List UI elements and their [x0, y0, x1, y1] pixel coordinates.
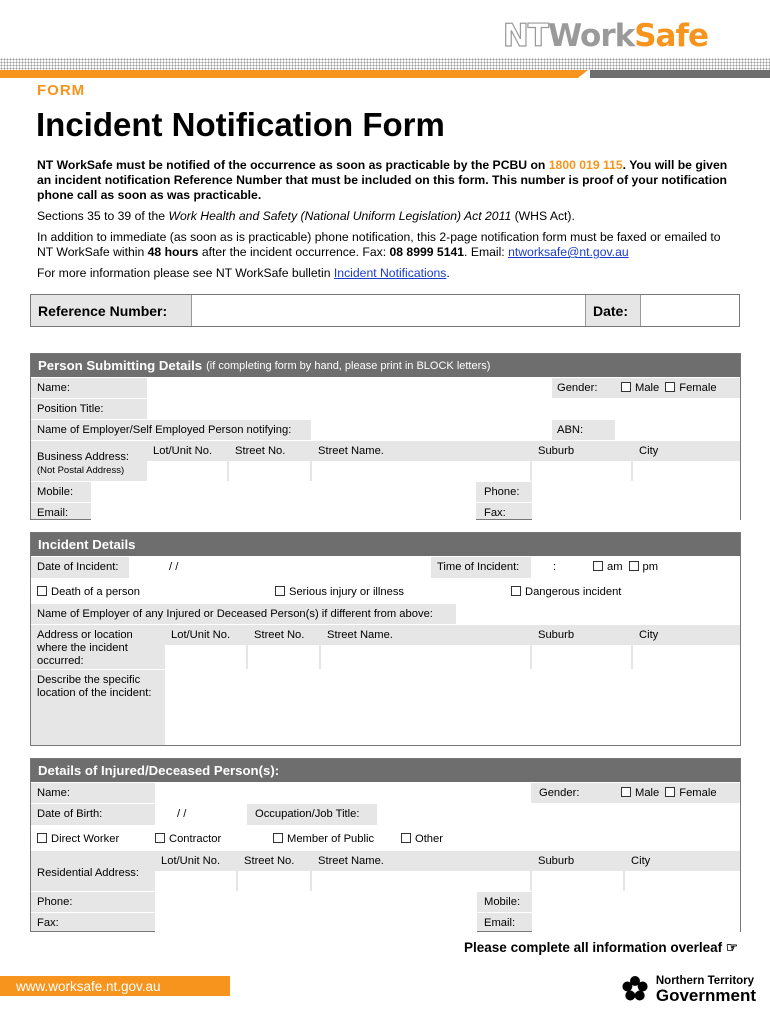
gov-line-2: Government	[655, 985, 756, 1005]
incident-lot-label: Lot/Unit No.	[171, 629, 231, 641]
intro-paragraph-2: Sections 35 to 39 of the Work Health and Safety (National Uniform Legislation) Act 2011 (WHS Act).	[37, 209, 575, 223]
person-name-row	[31, 377, 740, 398]
logo-nt: NT	[502, 18, 548, 54]
complete-overleaf-note: Please complete all information overleaf ☞	[464, 940, 738, 955]
death-checkbox[interactable]	[37, 586, 47, 596]
email-field[interactable]	[91, 503, 476, 522]
street-name-field[interactable]	[312, 461, 530, 481]
serious-injury-checkbox[interactable]	[275, 586, 285, 596]
residential-city-label: City	[631, 855, 651, 867]
name-field[interactable]	[147, 378, 552, 398]
phone-field[interactable]	[532, 482, 740, 502]
injured-mobile-label: Mobile:	[484, 896, 521, 908]
residential-lot-label: Lot/Unit No.	[161, 855, 221, 867]
dob-occupation-row	[31, 803, 740, 825]
other-option: Other	[395, 829, 449, 850]
incident-address-row	[31, 624, 740, 669]
city-field[interactable]	[633, 461, 740, 481]
gender-options: Male Female	[615, 378, 723, 399]
mobile-phone-row	[31, 481, 740, 502]
employer-injured-label: Name of Employer of any Injured or Deceased Person(s) if different from above:	[37, 608, 433, 620]
member-of-public-option: Member of Public	[267, 829, 380, 850]
other-checkbox[interactable]	[401, 833, 411, 843]
abn-field[interactable]	[615, 420, 740, 440]
location-description-label: Describe the specific location of the incident:	[37, 674, 152, 699]
injured-fax-email-row	[31, 912, 740, 932]
phone-label: Phone:	[484, 486, 520, 498]
incident-suburb-field[interactable]	[532, 645, 631, 669]
injured-phone-field[interactable]	[155, 892, 477, 912]
pm-checkbox[interactable]	[629, 561, 639, 571]
dangerous-incident-checkbox[interactable]	[511, 586, 521, 596]
incident-city-field[interactable]	[633, 645, 740, 669]
logo-work: Work	[547, 18, 635, 54]
name-label: Name:	[37, 382, 70, 394]
incident-date-label: Date of Incident:	[37, 561, 119, 573]
street-no-field[interactable]	[229, 461, 310, 481]
injured-email-label: Email:	[484, 917, 516, 929]
header-dotted-stripe	[0, 58, 770, 70]
injured-gender-options: Male Female	[615, 783, 723, 804]
email-link[interactable]: ntworksafe@nt.gov.au	[508, 245, 629, 259]
female-checkbox[interactable]	[665, 382, 675, 392]
injured-name-label: Name:	[37, 787, 70, 799]
incident-time-separator: :	[553, 561, 557, 573]
incident-section-heading: Incident Details	[31, 533, 740, 556]
injured-phone-label: Phone:	[37, 896, 73, 908]
incident-street-no-label: Street No.	[254, 629, 305, 641]
street-no-label: Street No.	[235, 445, 286, 457]
reference-number-field[interactable]	[191, 295, 585, 326]
lot-unit-label: Lot/Unit No.	[153, 445, 213, 457]
injured-name-field[interactable]	[155, 783, 531, 803]
injured-fax-label: Fax:	[37, 917, 59, 929]
residential-street-name-label: Street Name.	[318, 855, 384, 867]
incident-lot-field[interactable]	[165, 645, 246, 669]
form-label: FORM	[37, 82, 86, 99]
fax-field[interactable]	[532, 503, 740, 522]
city-label: City	[639, 445, 659, 457]
dob-separators: / /	[177, 808, 187, 820]
dangerous-incident-option: Dangerous incident	[505, 582, 627, 603]
dob-field[interactable]	[155, 804, 247, 825]
direct-worker-checkbox[interactable]	[37, 833, 47, 843]
lot-unit-field[interactable]	[147, 461, 227, 481]
person-submitting-section	[30, 353, 741, 520]
header-orange-stripe	[0, 70, 578, 78]
suburb-field[interactable]	[532, 461, 631, 481]
nt-flower-emblem-icon	[620, 974, 650, 1004]
email-fax-row	[31, 502, 740, 522]
residential-suburb-label: Suburb	[538, 855, 575, 867]
male-checkbox[interactable]	[621, 382, 631, 392]
incident-time-label: Time of Incident:	[437, 561, 520, 573]
contractor-option: Contractor	[149, 829, 227, 850]
contractor-checkbox[interactable]	[155, 833, 165, 843]
logo-safe: Safe	[634, 18, 708, 54]
serious-injury-option: Serious injury or illness	[269, 582, 410, 603]
street-name-label: Street Name.	[318, 445, 384, 457]
mobile-label: Mobile:	[37, 486, 74, 498]
incident-details-section	[30, 532, 741, 746]
injured-mobile-field[interactable]	[532, 892, 740, 912]
residential-address-label: Residential Address:	[37, 867, 139, 879]
intro-paragraph-3: In addition to immediate (as soon as is practicable) phone notification, this 2-page notification form must be faxed or emailed to NT WorkSafe within 48 hours after the incident occurrence. Fax: 08 8999 5141. Email: ntworksafe@nt.gov.au	[37, 230, 721, 259]
residential-street-name-field[interactable]	[312, 871, 530, 891]
pcbu-phone-number: 1800 019 115	[548, 158, 623, 172]
location-description-field[interactable]	[165, 670, 740, 745]
hand-pointer-icon: ☞	[725, 940, 738, 955]
reference-box	[30, 294, 740, 327]
residential-city-field[interactable]	[625, 871, 740, 891]
incident-location-description-row	[31, 669, 740, 745]
injured-male-checkbox[interactable]	[621, 787, 631, 797]
am-pm-options: am pm	[587, 557, 664, 578]
employer-injured-row	[31, 603, 740, 624]
incident-street-name-field[interactable]	[321, 645, 530, 669]
incident-street-no-field[interactable]	[248, 645, 319, 669]
reference-number-label: Reference Number:	[31, 295, 191, 326]
employer-injured-field[interactable]	[456, 604, 740, 624]
intro-paragraph-1: NT WorkSafe must be notified of the occurrence as soon as practicable by the PCBU on 1800 019 115. You will be given an incident notification Reference Number that must be included on this form. This number is proof of your notification phone call as soon as was practicable.	[37, 158, 728, 202]
injured-email-field[interactable]	[532, 913, 740, 932]
residential-street-no-label: Street No.	[244, 855, 295, 867]
suburb-label: Suburb	[538, 445, 575, 457]
injured-name-row	[31, 782, 740, 803]
business-address-label: Business Address: (Not Postal Address)	[37, 451, 130, 476]
residential-address-row	[31, 850, 740, 891]
incident-date-separators: / /	[169, 561, 179, 573]
am-checkbox[interactable]	[593, 561, 603, 571]
injured-gender-label: Gender:	[539, 787, 580, 799]
residential-lot-field[interactable]	[155, 871, 236, 891]
employer-label: Name of Employer/Self Employed Person notifying:	[37, 424, 292, 436]
dob-label: Date of Birth:	[37, 808, 103, 820]
date-field[interactable]	[640, 295, 739, 326]
injured-fax-field[interactable]	[155, 913, 477, 932]
incident-address-label: Address or location where the incident occurred:	[37, 629, 133, 667]
occupation-label: Occupation/Job Title:	[255, 808, 360, 820]
incident-street-name-label: Street Name.	[327, 629, 393, 641]
injured-person-section	[30, 758, 741, 932]
header-grey-stripe	[590, 70, 770, 78]
gov-line-1: Northern Territory	[655, 974, 755, 987]
mobile-field[interactable]	[91, 482, 476, 502]
injured-female-checkbox[interactable]	[665, 787, 675, 797]
injured-section-heading: Details of Injured/Deceased Person(s):	[31, 759, 740, 782]
website-bar	[0, 976, 230, 996]
employer-field[interactable]	[311, 420, 552, 440]
website-url[interactable]: www.worksafe.nt.gov.au	[16, 978, 161, 994]
nt-government-logo	[620, 974, 756, 1004]
business-address-row	[31, 440, 740, 481]
position-title-row	[31, 398, 740, 419]
death-option: Death of a person	[31, 582, 146, 603]
employer-row	[31, 419, 740, 440]
residential-street-no-field[interactable]	[238, 871, 310, 891]
intro-text	[37, 158, 737, 287]
occupation-field[interactable]	[377, 804, 740, 825]
date-label: Date:	[585, 295, 640, 326]
worker-type-row	[31, 825, 740, 850]
bulletin-link[interactable]: Incident Notifications	[333, 266, 447, 280]
member-of-public-checkbox[interactable]	[273, 833, 283, 843]
abn-label: ABN:	[557, 424, 584, 436]
incident-date-time-row	[31, 556, 740, 578]
position-title-label: Position Title:	[37, 403, 104, 415]
direct-worker-option: Direct Worker	[31, 829, 125, 850]
residential-suburb-field[interactable]	[532, 871, 623, 891]
person-section-heading: Person Submitting Details (if completing form by hand, please print in BLOCK letters)	[31, 354, 740, 377]
ntworksafe-logo	[503, 18, 708, 54]
incident-suburb-label: Suburb	[538, 629, 575, 641]
incident-type-row	[31, 578, 740, 603]
page-title: Incident Notification Form	[36, 106, 445, 143]
fax-label: Fax:	[484, 507, 506, 519]
injured-phone-mobile-row	[31, 891, 740, 912]
intro-paragraph-4: For more information please see NT WorkSafe bulletin Incident Notifications.	[37, 266, 450, 280]
position-title-field[interactable]	[147, 399, 740, 419]
incident-city-label: City	[639, 629, 659, 641]
gender-label: Gender:	[557, 382, 598, 394]
email-label: Email:	[37, 507, 69, 519]
